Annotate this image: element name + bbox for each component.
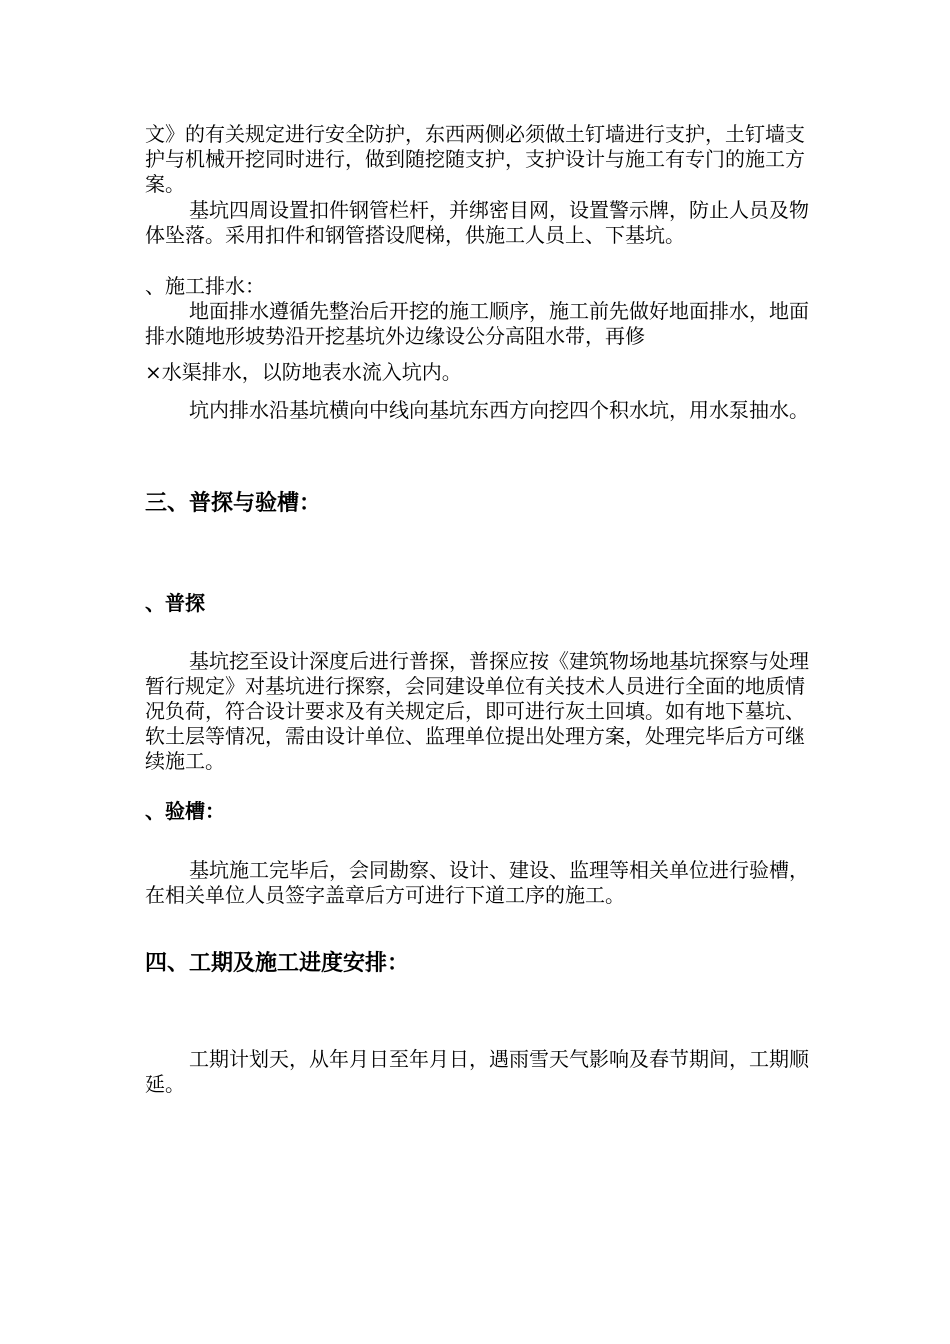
paragraph-pit-drainage: 坑内排水沿基坑横向中线向基坑东西方向挖四个积水坑，用水泵抽水。 bbox=[189, 398, 809, 422]
subheading-probe: 、普探 bbox=[145, 591, 205, 615]
paragraph-probe: 基坑挖至设计深度后进行普探，普探应按《建筑物场地基坑探察与处理暂行规定》对基坑进行探察，会同建设单位有关技术人员进行全面的地质情况负荷，符合设计要求及有关规定后，即可进行灰土回填。如有地下墓坑、软土层等情况，需由设计单位、监理单位提出处理方案，处理完毕后方可继续施工。 bbox=[145, 649, 809, 773]
paragraph-schedule: 工期计划天，从年月日至年月日，遇雨雪天气影响及春节期间，工期顺延。 bbox=[145, 1047, 809, 1096]
section-label-drainage: 、施工排水： bbox=[145, 274, 265, 298]
paragraph-safety-support: 文》的有关规定进行安全防护，东西两侧必须做土钉墙进行支护，土钉墙支护与机械开挖同时进行，做到随挖随支护，支护设计与施工有专门的施工方案。 bbox=[145, 122, 805, 196]
paragraph-surface-drainage-cont: ×水渠排水，以防地表水流入坑内。 bbox=[145, 360, 462, 384]
paragraph-guardrail: 基坑四周设置扣件钢管栏杆，并绑密目网，设置警示牌，防止人员及物体坠落。采用扣件和钢管搭设爬梯，供施工人员上、下基坑。 bbox=[145, 198, 809, 247]
heading-section-4: 四、工期及施工进度安排： bbox=[145, 951, 410, 976]
subheading-inspection: 、验槽： bbox=[145, 799, 225, 823]
paragraph-surface-drainage: 地面排水遵循先整治后开挖的施工顺序，施工前先做好地面排水，地面排水随地形坡势沿开挖基坑外边缘设公分高阻水带，再修 bbox=[145, 299, 809, 348]
heading-section-3: 三、普探与验槽： bbox=[145, 491, 322, 516]
paragraph-inspection: 基坑施工完毕后，会同勘察、设计、建设、监理等相关单位进行验槽，在相关单位人员签字盖章后方可进行下道工序的施工。 bbox=[145, 858, 809, 907]
